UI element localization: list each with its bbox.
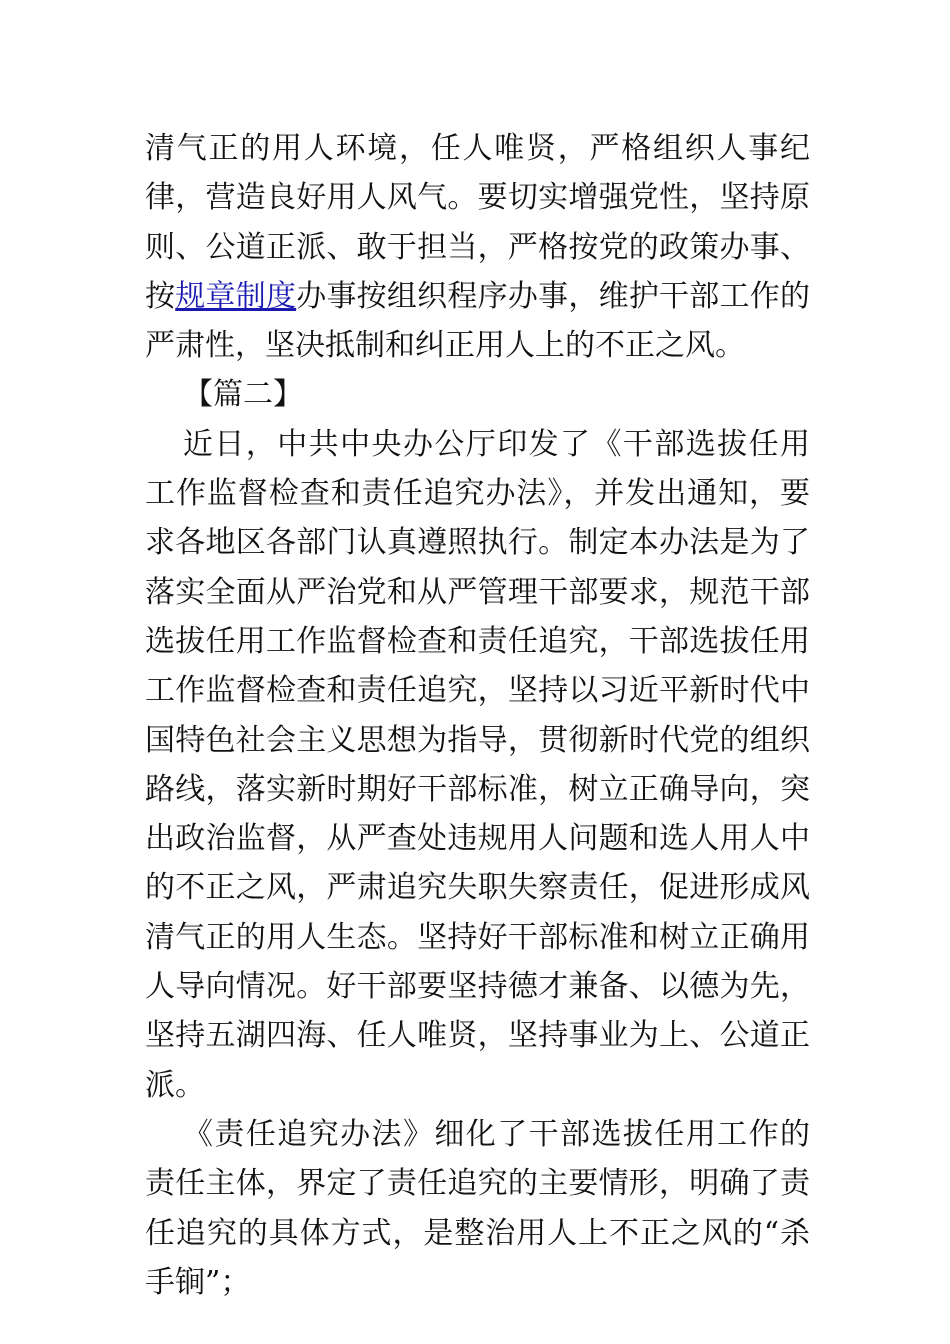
paragraph-3: 《责任追究办法》细化了干部选拔任用工作的责任主体，界定了责任追究的主要情形，明确了责任追究的具体方式，是整治用人上不正之风的“杀手锏”； [145, 1116, 810, 1300]
regulations-link[interactable]: 规章制度 [175, 278, 297, 314]
paragraph-1 [145, 124, 810, 370]
paragraph-1-text-before-link: 清气正的用人环境，任人唯贤，严格组织人事纪律，营造良好用人风气。要切实增强党性，坚持原则、公道正派、敢于担当，严格按党的政策办事、按 [145, 131, 810, 314]
paragraph-1-text-after-link: 办事按组织程序办事，维护干部工作的严肃性，坚决抵制和纠正用人上的不正之风。 [145, 278, 811, 364]
document-body [145, 124, 810, 1307]
section-heading: 【篇二】 [183, 377, 303, 413]
paragraph-2: 近日，中共中央办公厅印发了《干部选拔任用工作监督检查和责任追究办法》，并发出通知，要求各地区各部门认真遵照执行。制定本办法是为了落实全面从严治党和从严管理干部要求，规范干部选拔任用工作监督检查和责任追究，干部选拔任用工作监督检查和责任追究，坚持以习近平新时代中国特色社会主义思想为指导，贯彻新时代党的组织路线，落实新时期好干部标准，树立正确导向，突出政治监督，从严查处违规用人问题和选人用人中的不正之风，严肃追究失职失察责任，促进形成风清气正的用人生态。坚持好干部标准和树立正确用人导向情况。好干部要坚持德才兼备、以德为先，坚持五湖四海、任人唯贤，坚持事业为上、公道正派。 [145, 426, 810, 1103]
